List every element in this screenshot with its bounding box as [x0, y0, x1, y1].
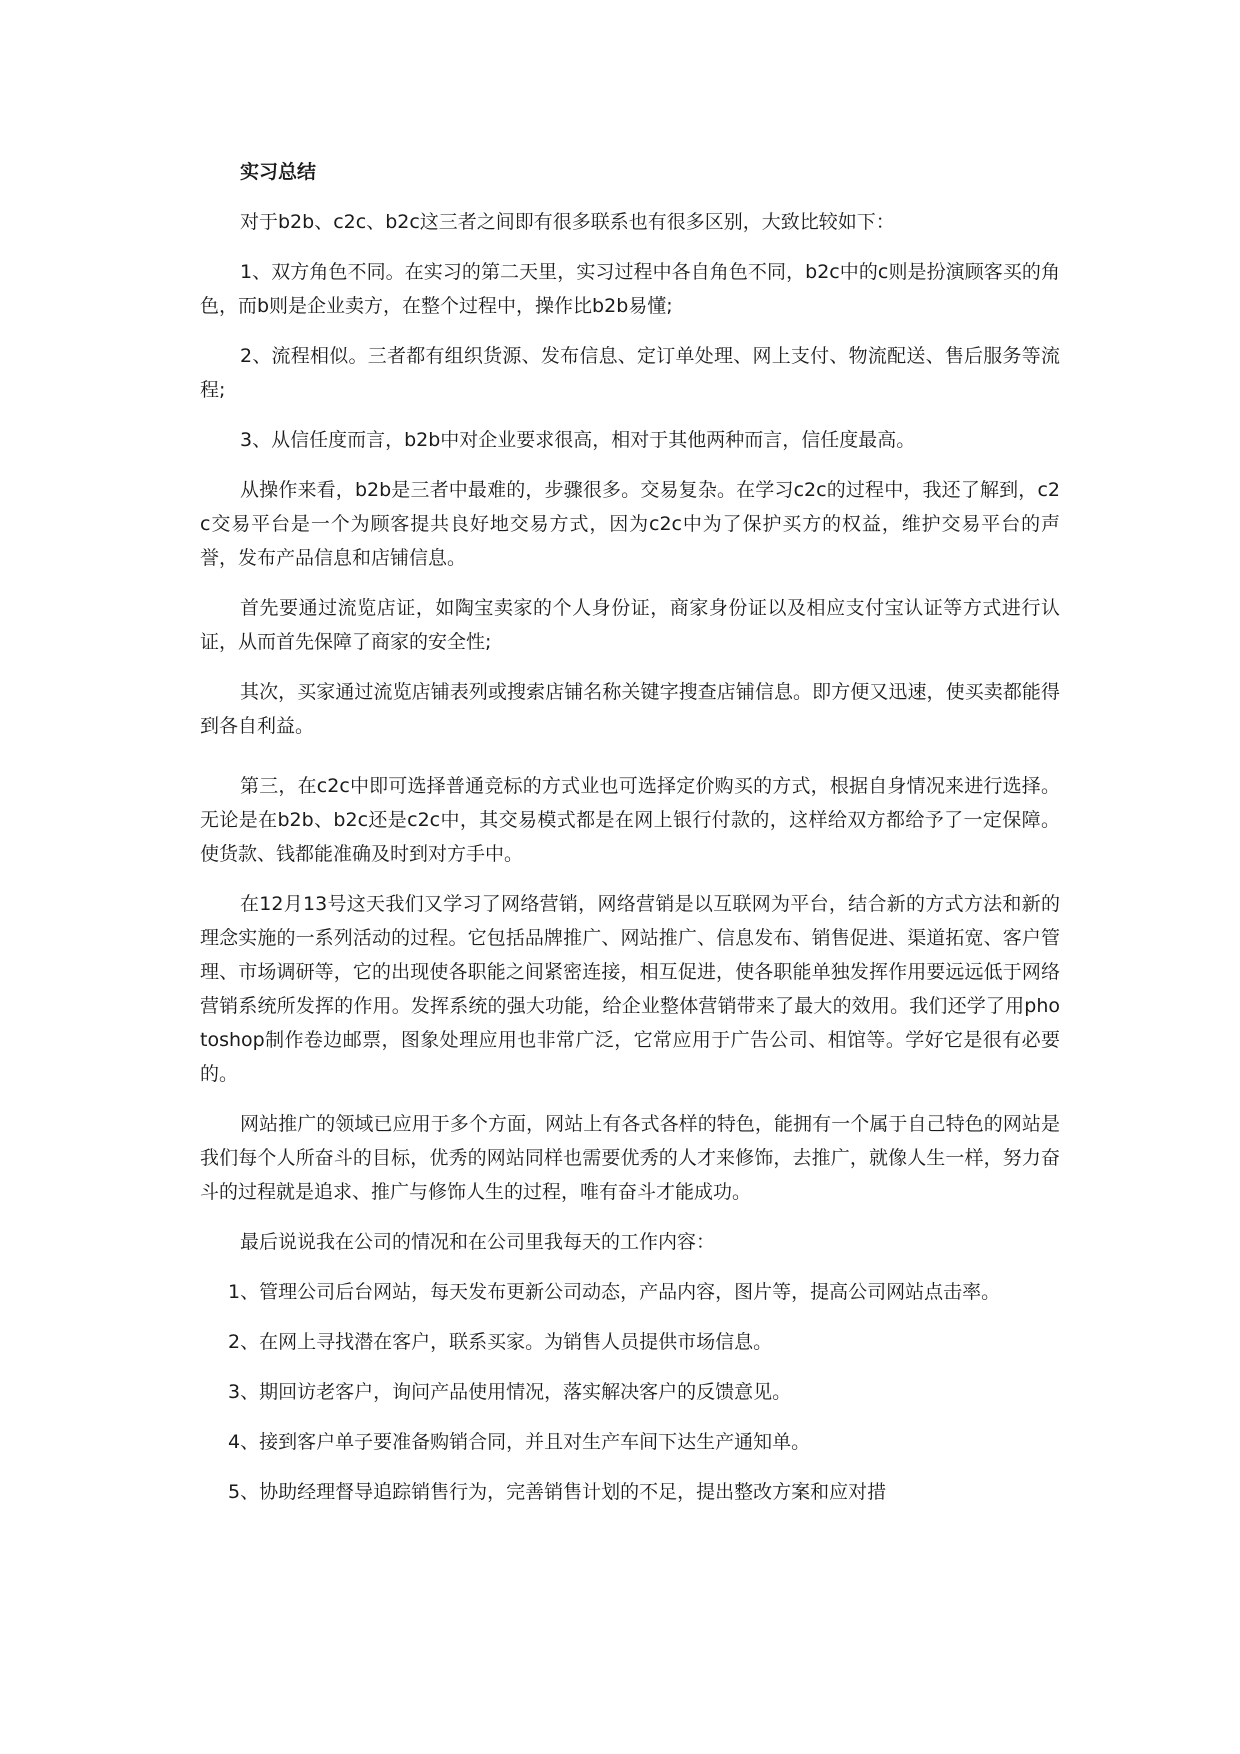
paragraph-network-marketing: 在12月13号这天我们又学习了网络营销，网络营销是以互联网为平台，结合新的方式方法和新的理念实施的一系列活动的过程。它包括品牌推广、网站推广、信息发布、销售促进、渠道拓宽、客户管理、市场调研等，它的出现使各职能之间紧密连接，相互促进，使各职能单独发挥作用要远远低于网络营销系统所发挥的作用。发挥系统的强大功能，给企业整体营销带来了最大的效用。我们还学了用photoshop制作卷边邮票，图象处理应用也非常广泛，它常应用于广告公司、相馆等。学好它是很有必要的。 [200, 893, 1060, 1085]
paragraph-third: 第三，在c2c中即可选择普通竞标的方式业也可选择定价购买的方式，根据自身情况来进行选择。无论是在b2b、b2c还是c2c中，其交易模式都是在网上银行付款的，这样给双方都给予了一定保障。使货款、钱都能准确及时到对方手中。 [200, 775, 1060, 865]
paragraph-website-promotion: 网站推广的领域已应用于多个方面，网站上有各式各样的特色，能拥有一个属于自己特色的网站是我们每个人所奋斗的目标，优秀的网站同样也需要优秀的人才来修饰，去推广，就像人生一样，努力奋斗的过程就是追求、推广与修饰人生的过程，唯有奋斗才能成功。 [200, 1113, 1060, 1203]
paragraph-second: 其次，买家通过流览店铺表列或搜索店铺名称关键字搜查店铺信息。即方便又迅速，使买卖都能得到各自利益。 [200, 681, 1060, 737]
work-item-2: 2、在网上寻找潜在客户，联系买家。为销售人员提供市场信息。 [228, 1331, 773, 1353]
work-item-3: 3、期回访老客户，询问产品使用情况，落实解决客户的反馈意见。 [228, 1381, 792, 1403]
work-item-5: 5、协助经理督导追踪销售行为，完善销售计划的不足，提出整改方案和应对措 [228, 1481, 887, 1503]
paragraph-intro: 对于b2b、c2c、b2c这三者之间即有很多联系也有很多区别，大致比较如下： [240, 211, 895, 233]
work-item-1: 1、管理公司后台网站，每天发布更新公司动态，产品内容，图片等，提高公司网站点击率。 [228, 1281, 1001, 1303]
work-item-4: 4、接到客户单子要准备购销合同，并且对生产车间下达生产通知单。 [228, 1431, 811, 1453]
document-title: 实习总结 [240, 161, 317, 183]
document-page [200, 155, 1060, 1525]
paragraph-work-intro: 最后说说我在公司的情况和在公司里我每天的工作内容： [240, 1231, 716, 1253]
paragraph-first: 首先要通过流览店证，如陶宝卖家的个人身份证，商家身份证以及相应支付宝认证等方式进行认证，从而首先保障了商家的安全性; [200, 597, 1060, 653]
paragraph-point-2: 2、流程相似。三者都有组织货源、发布信息、定订单处理、网上支付、物流配送、售后服务等流程; [200, 345, 1060, 401]
paragraph-point-3: 3、从信任度而言，b2b中对企业要求很高，相对于其他两种而言，信任度最高。 [240, 429, 916, 451]
paragraph-operation: 从操作来看，b2b是三者中最难的，步骤很多。交易复杂。在学习c2c的过程中，我还了解到，c2c交易平台是一个为顾客提共良好地交易方式，因为c2c中为了保护买方的权益，维护交易平台的声誉，发布产品信息和店铺信息。 [200, 479, 1060, 569]
paragraph-point-1: 1、双方角色不同。在实习的第二天里，实习过程中各自角色不同，b2c中的c则是扮演顾客买的角色，而b则是企业卖方，在整个过程中，操作比b2b易懂; [200, 261, 1060, 317]
